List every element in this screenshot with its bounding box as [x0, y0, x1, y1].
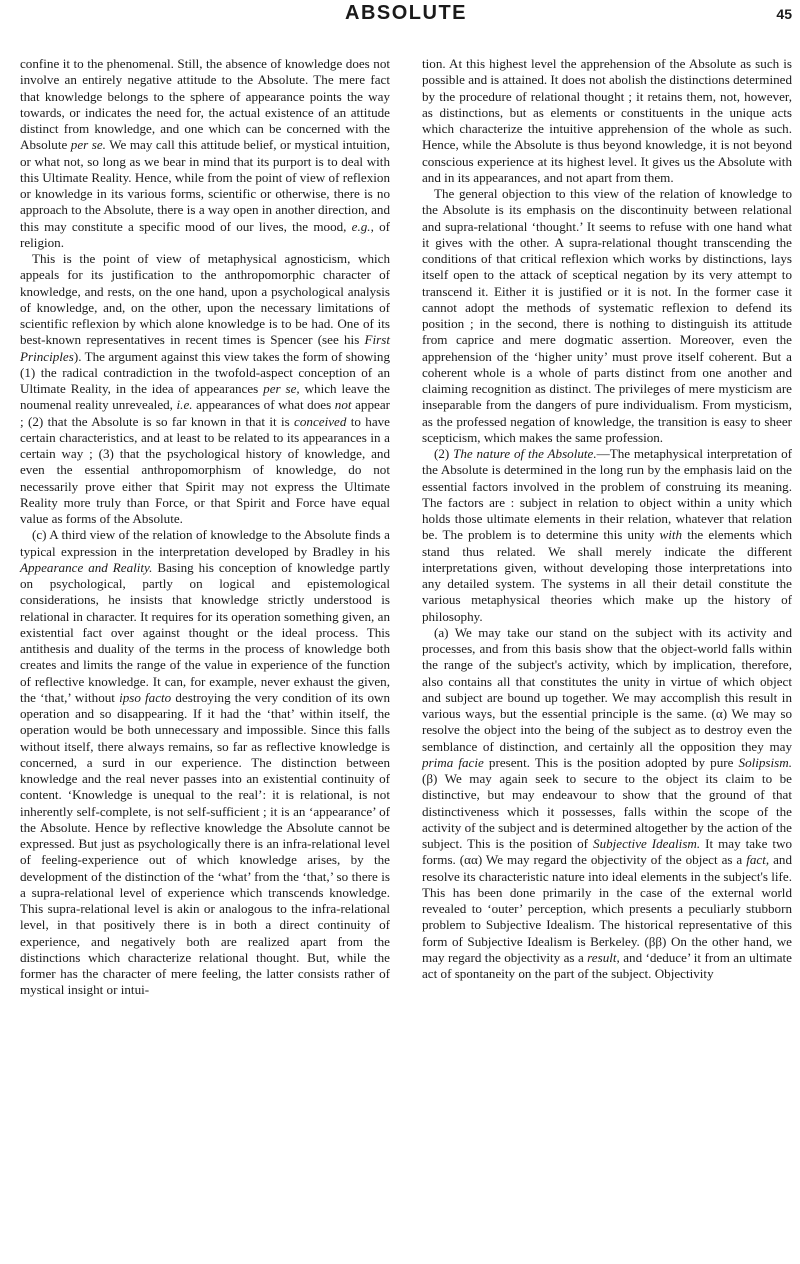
- body-text: present. This is the position adopted by pure: [483, 754, 739, 770]
- body-text: destroying the very condition of its own operation and so disappearing. If it had the ‘that’ within itself, the operation would be both unnecessary and impossible. Since this falls without itself, there always remains, so far as reflective knowledge is concerned, a surd in our experience. The distinction between knowledge and the real never passes into an existential continuity of content. ‘Knowledge is unequal to the real’: it is relational, is not inherently self-complete, is not self-sufficient ; it is an ‘appearance’ of the Absolute. Hence by reflective knowledge the Absolute cannot be expressed. But just as psychologically there is an infra-relational level of feeling-experience out of which knowledge arises, by the development of the distinction of the ‘what’ from the ‘that,’ so there is a supra-relational level of experience which transcends knowledge. This supra-relational level is akin or analogous to the infra-relational level, in that positively there is in both a direct continuity of experience, and negatively both are realized apart from the distinctions which characterize relational thought. But, while the former has the character of mere feeling, the latter consists rather of mystical insight or intui-: [20, 689, 391, 998]
- page-number: 45: [776, 6, 792, 22]
- body-text: (a) We may take our stand on the subject with its activity and processes, and from this basis show that the object-world falls within the range of the subject's activity, which by implication, therefore, also contains all that constitutes the unity in virtue of which object and subject are bound up together. We may accomplish this result in various ways, but the essential principle is the same. (α) We may so resolve the object into the being of the subject as to destroy even the semblance of distinction, and certainly all the opposition they may: [422, 624, 792, 754]
- body-text: tion. At this highest level the apprehension of the Absolute as such is possible and is attained. It does not abolish the distinctions determined by the procedure of relational thought ; it retains them, not, however, as distinctions, but as elements or constituents in the unique acts which characterize the intuitive apprehension of the whole as such. Hence, while the Absolute is thus beyond knowledge, it is not beyond conscious experience at its highest level. It gives us the Absolute with and in its appearances, and not apart from them.: [422, 56, 792, 185]
- italic-text: prima facie: [422, 754, 484, 770]
- paragraph: [422, 446, 792, 625]
- body-text: ). The argument against this view takes the form of showing (1) the radical contradiction in the twofold-aspect conception of an Ultimate Reality, in the idea of appearances: [20, 348, 390, 396]
- body-text: (2): [434, 446, 454, 461]
- body-text: the elements which stand thus related. We shall merely indicate the different interpretations given, without developing those interpretations into any detailed system. The systems in all their detail constitute the various metaphysical theories which make up the history of philosophy.: [422, 527, 792, 624]
- italic-text: The nature of the Absolute.: [453, 446, 597, 461]
- italic-text: per se,: [263, 381, 300, 396]
- body-text: appear ; (2) that the Absolute is so far known in that it is: [20, 397, 390, 429]
- body-text: Basing his conception of knowledge partly on psychological, partly on logical and epistemological considerations, he insists that knowledge strictly understood is relational in character. It requires for its operation something given, an existential fact over against thought or the ideal process. This antithesis and duality of the terms in the process of knowledge both creates and limits the range of the value in experience of the function of reflective knowledge. It can, for example, never exhaust the given, the ‘that,’ without: [20, 559, 390, 705]
- paragraph: [20, 527, 390, 998]
- body-text: It may take two forms. (αα) We may regard the objectivity of the object as a: [422, 836, 792, 868]
- italic-text: i.e.: [176, 397, 193, 413]
- paragraph: [20, 56, 390, 251]
- paragraph: [422, 56, 792, 186]
- paragraph: [422, 625, 792, 983]
- body-text: This is the point of view of metaphysical agnosticism, which appeals for its justification to the anthropomorphic character of knowledge, and rests, on the one hand, upon a psychological analysis of knowledge, and, on the other, upon the necessary limitations of scientific reflexion by which alone knowledge is to be had. One of its best-known representatives in recent times is Spencer (see his: [20, 251, 390, 348]
- italic-text: with: [659, 527, 683, 543]
- running-head: ABSOLUTE: [345, 2, 467, 24]
- body-text: appearances of what does: [192, 397, 335, 413]
- italic-text: conceived: [294, 413, 347, 429]
- italic-text: result,: [587, 949, 620, 965]
- body-text: The general objection to this view of the relation of knowledge to the Absolute is its emphasis on the discontinuity between relational and supra-relational ‘thought.’ It seems to refuse with one hand what it gives with the other. A supra-relational thought transcending the conditions of that critical reflexion which works by distinctions, lays itself open to the attack of sceptical negation by its very attempt to transcend it. Either it is justified or it is not. In the former case it cannot adopt the methods of systematic reflexion to defend its position ; in the second, there is nothing to distinguish its attitude from caprice and mere dogmatic assertion. Moreover, even the apprehension of the ‘higher unity’ must prove itself coherent. But a coherent whole is a whole of parts distinct from one another and claiming recognition as distinct. The privileges of mere mysticism are inseparable from the dangers of pure individualism. From mysticism, as the professed negation of knowledge, the transition is easy to sheer scepticism, which makes the same profession.: [422, 186, 792, 445]
- italic-text: Appearance and Reality.: [20, 559, 153, 575]
- body-text: and ‘deduce’ it from an ultimate act of spontaneity on the part of the subject. Objectivity: [422, 949, 792, 981]
- body-text: We may call this attitude belief, or mystical intuition, or what not, so long as we bear in mind that its purport is to deal with this Ultimate Reality. Hence, while from the point of view of reflexion or knowledge in its various forms, scientific or otherwise, there is no approach to the Absolute, there is a way open in another direction, and this may constitute a specific mood of our lives, the mood,: [20, 137, 390, 234]
- body-text: which leave the noumenal reality unrevealed,: [20, 381, 390, 413]
- left-text-column: [20, 56, 390, 999]
- body-text: to have certain characteristics, and at least to be related to its appearances in a certain way ; (3) that the psychological history of knowledge, and even the essential anthropomorphism of knowledge, do not necessarily prove either that Spirit may not express the Ultimate Reality more truly than Force, or that Spirit and Force have equal value as forms of the Absolute.: [20, 413, 390, 526]
- italic-text: Subjective Idealism.: [593, 836, 701, 851]
- paragraph: [422, 186, 792, 446]
- paragraph: [20, 251, 390, 527]
- italic-text: fact,: [746, 852, 770, 868]
- italic-text: ipso facto: [119, 689, 172, 705]
- body-text: (β) We may again seek to secure to the object its claim to be distinctive, but may endeavour to show that the ground of that distinctiveness which it possesses, falls within the scope of the activity of the subject and is determined altogether by the action of the subject. This is the position of: [422, 771, 792, 851]
- italic-text: per se.: [70, 137, 106, 153]
- body-text: confine it to the phenomenal. Still, the absence of knowledge does not involve an entirely negative attitude to the Absolute. The mere fact that knowledge belongs to the sphere of appearance points the way towards, or indicates the need for, the actual existence of an attitude distinct from knowledge, and one which can be concerned with the Absolute: [20, 56, 390, 153]
- right-text-column: [422, 56, 792, 982]
- italic-text: not: [334, 397, 352, 413]
- italic-text: Solipsism.: [738, 754, 792, 770]
- body-text: —The metaphysical interpretation of the Absolute is determined in the long run by the emphasis laid on the essential factors involved in the problem of construing its meaning. The factors are : subject in relation to object within a unity which holds those ultimate elements in their relation, whatever that relation be. The problem is to determine this unity: [422, 446, 792, 543]
- body-text: of religion.: [20, 218, 390, 250]
- body-text: (c) A third view of the relation of knowledge to the Absolute finds a typical expression in the interpretation developed by Bradley in his: [20, 527, 390, 559]
- italic-text: First Principles: [20, 332, 390, 364]
- italic-text: e.g.,: [351, 218, 374, 234]
- page-header: [20, 0, 792, 30]
- body-text: and resolve its characteristic nature into ideal elements in the subject's life. This has been done primarily in the case of the external world revealed to ‘outer’ perception, which presents a peculiarly stubborn problem to Subjective Idealism. The historical representative of this form of Subjective Idealism is Berkeley. (ββ) On the other hand, we may regard the objectivity as a: [422, 852, 792, 965]
